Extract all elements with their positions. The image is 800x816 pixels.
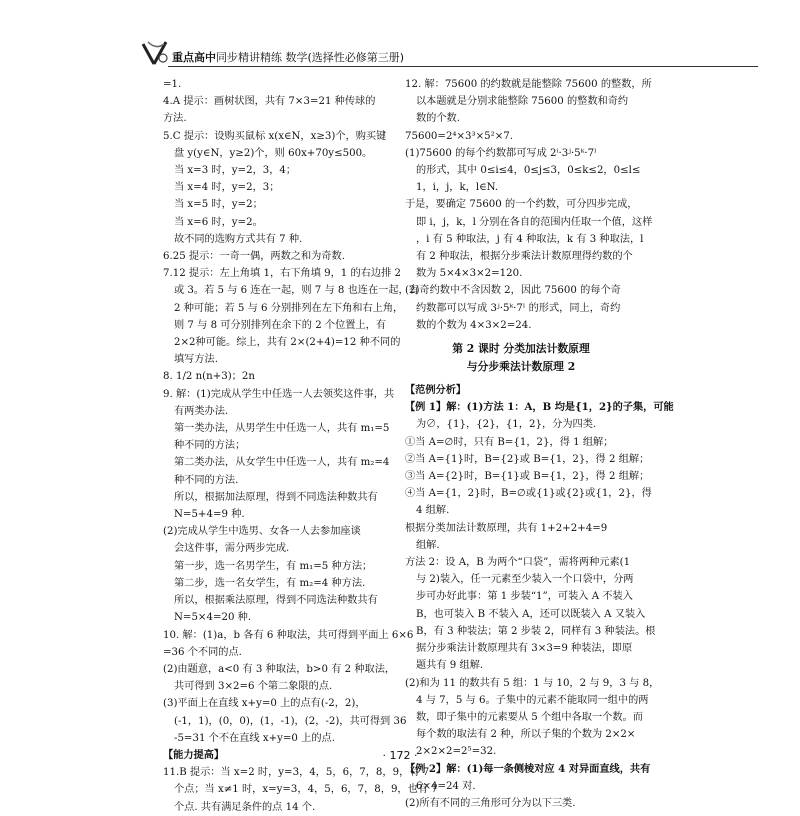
text-line: 所以，根据乘法原理，得到不同选法种数共有 — [174, 595, 378, 607]
text-line: 与 2)装入，任一元素至少装入一个口袋中，分两 — [416, 574, 634, 586]
text-line: 方法. — [163, 113, 187, 125]
text-line: 据分步乘法计数原理共有 3×3=9 种装法，即原 — [416, 643, 633, 655]
text-line: 当 x=4 时，y=2，3； — [174, 182, 280, 194]
text-line: 的形式，其中 0≤i≤4，0≤j≤3，0≤k≤2，0≤l≤ — [416, 165, 641, 177]
text-line: 组解. — [416, 539, 440, 551]
section-title-2: 与分步乘法计数原理 2 — [466, 360, 576, 374]
text-line: 2 种可能；若 5 与 6 分别排列在左下角和右上角， — [174, 302, 404, 314]
text-line: ④当 A={1，2}时，B=∅或{1}或{2}或{1，2}，得 — [405, 488, 652, 500]
page-header — [140, 38, 760, 78]
text-line: 75600=2⁴×3³×5²×7. — [405, 130, 513, 142]
text-line: 种不同的方法. — [174, 474, 239, 486]
text-line: 会这件事，需分两步完成. — [174, 543, 290, 555]
text-line: 12. 解：75600 的约数就是能整除 75600 的整数，所 — [405, 79, 652, 90]
text-line: 4 组解. — [416, 505, 450, 517]
text-line: 8. 1/2 n(n+3)；2n — [163, 371, 255, 383]
text-line: 以本题就是分别求能整除 75600 的整数和奇约 — [416, 96, 629, 108]
text-line: 则 7 与 8 可分别排列在余下的 2 个位置上，有 — [174, 319, 387, 331]
header-title-rest: 同步精讲精练 数学(选择性必修第三册) — [216, 51, 405, 64]
text-line: (-1，1)，(0，0)，(1，-1)，(2，-2)，共可得到 36 — [174, 715, 407, 727]
text-line: 有 2 种取法，根据分步乘法计数原理得约数的个 — [416, 251, 633, 263]
text-line: 7.12 提示：左上角填 1，右下角填 9，1 的右边排 2 — [163, 268, 401, 280]
text-line: 故不同的选购方式共有 7 种. — [174, 233, 303, 245]
text-line: 数的个数. — [416, 113, 460, 125]
text-line: ③当 A={2}时，B={1}或 B={1，2}，得 2 组解； — [405, 471, 650, 483]
text-line: 根据分类加法计数原理，共有 1+2+2+4=9 — [405, 522, 608, 534]
text-line: 填写方法. — [174, 354, 218, 366]
text-line: B，有 3 种装法；第 2 步装 2，同样有 3 种装法。根 — [416, 625, 656, 637]
text-line: 【范例分析】 — [405, 384, 467, 397]
text-line: 所以，根据加法原理，得到不同选法种数共有 — [174, 491, 378, 503]
text-line: 10. 解：(1)a，b 各有 6 种取法，共可得到平面上 6×6 — [163, 629, 414, 641]
text-line: 当 x=5 时，y=2； — [174, 199, 263, 211]
text-line: ①当 A=∅时，只有 B={1，2}，得 1 组解； — [405, 436, 614, 448]
text-line: 当 x=6 时，y=2。 — [174, 216, 263, 228]
text-line: 个点. 共有满足条件的点 14 个. — [174, 801, 316, 813]
text-line: ②当 A={1}时，B={2}或 B={1，2}，得 2 组解； — [405, 453, 650, 465]
text-line: 于是，要确定 75600 的一个约数，可分四步完成， — [405, 199, 638, 211]
text-line: 共可得到 3×2=6 个第二象限的点. — [174, 681, 333, 693]
text-line: =36 个不同的点. — [163, 646, 242, 658]
text-line: (2)和为 11 的数共有 5 组：1 与 10，2 与 9，3 与 8， — [405, 677, 660, 689]
text-line: (2)所有不同的三角形可分为以下三类. — [405, 797, 576, 809]
text-line: 步可办好此事：第 1 步装“1”，可装入 A 不装入 — [416, 591, 633, 603]
text-line: N=5×4=20 种. — [174, 612, 252, 624]
text-line: (2)由题意，a<0 有 3 种取法，b>0 有 2 种取法， — [163, 663, 396, 675]
text-line: (2)奇约数中不含因数 2，因此 75600 的每个奇 — [405, 285, 621, 297]
text-line: 或 3。若 5 与 6 连在一起，则 7 与 8 也连在一起，有 — [174, 285, 419, 297]
text-line: 种不同的方法； — [174, 440, 246, 452]
text-line: 数为 5×4×3×2=120. — [416, 268, 523, 280]
text-line: 2×2种可能。综上，共有 2×(2+4)=12 种不同的 — [174, 337, 401, 349]
text-line: 5.C 提示：设购买鼠标 x(x∈N，x≥3)个，购买键 — [163, 130, 387, 142]
text-line: 4 与 7，5 与 6。子集中的元素不能取同一组中的两 — [416, 694, 649, 706]
text-line: 当 x=3 时，y=2，3，4； — [174, 165, 297, 177]
text-line: 4.A 提示：画树状图，共有 7×3=21 种传球的 — [163, 96, 376, 108]
book-logo-icon — [140, 38, 170, 68]
header-title-bold: 重点高中 — [172, 51, 216, 64]
text-line: -5=31 个不在直线 x+y=0 上的点. — [174, 732, 335, 744]
problem-12-block — [405, 76, 653, 334]
text-line: 第一步，选一名男学生，有 m₁=5 种方法； — [174, 560, 373, 572]
text-line: 为∅，{1}，{2}，{1，2}，分为四类. — [416, 419, 597, 431]
text-line: 约数都可以写成 3ʲ·5ᵏ·7ˡ 的形式，同上，奇约 — [416, 302, 621, 314]
page-number: · 172 · — [382, 749, 418, 762]
text-line: 【能力提高】 — [163, 748, 225, 761]
text-line: 数，即子集中的元素要从 5 个组中各取一个数。而 — [416, 711, 643, 723]
text-line: 每个数的取法有 2 种，所以子集的个数为 2×2× — [416, 729, 636, 741]
header-title — [172, 49, 404, 65]
example-analysis-block — [405, 382, 674, 812]
text-line: 6.25 提示：一奇一偶，两数之和为奇数. — [163, 251, 345, 263]
text-line: 盘 y(y∈N，y≥2)个，则 60x+70y≤500。 — [174, 147, 373, 159]
text-line: 【例 2】解：(1)每一条侧棱对应 4 对异面直线，共有 — [405, 762, 651, 775]
text-line: B，也可装入 B 不装入 A，还可以既装入 A 又装入 — [416, 608, 646, 620]
text-line: 6×4=24 对. — [416, 780, 476, 792]
right-column — [405, 76, 674, 812]
text-line: 即 i，j，k，l 分别在各自的范围内任取一个值，这样 — [416, 216, 653, 228]
text-line: 第一类办法，从男学生中任选一人，共有 m₁=5 — [174, 423, 390, 435]
text-line: 9. 解：(1)完成从学生中任选一人去领奖这件事，共 — [163, 388, 395, 400]
text-line: (1)75600 的每个约数都可写成 2ⁱ·3ʲ·5ᵏ·7ˡ — [405, 147, 597, 159]
text-line: 方法 2：设 A，B 为两个“口袋”，需将两种元素(1 — [405, 557, 631, 569]
text-line: 【例 1】解：(1)方法 1：A，B 均是{1，2}的子集，可能 — [405, 401, 674, 414]
text-line: 1，i，j，k，l∈N. — [416, 182, 499, 194]
text-line: 11.B 提示：当 x=2 时，y=3，4，5，6，7，8，9，有 7 — [163, 767, 430, 779]
text-line: =1. — [163, 79, 182, 90]
text-line: 第二类办法，从女学生中任选一人，共有 m₂=4 — [174, 457, 390, 469]
text-line: ，i 有 5 种取法，j 有 4 种取法，k 有 3 种取法，l — [416, 233, 644, 245]
header-rule — [168, 66, 758, 67]
text-line: 第二步，选一名女学生，有 m₂=4 种方法. — [174, 577, 366, 589]
text-line: 2×2×2=2⁵=32. — [416, 746, 497, 758]
text-line: 有两类办法. — [174, 405, 229, 417]
text-line: N=5+4=9 种. — [174, 509, 245, 521]
text-line: 个点；当 x≠1 时，x=y=3，4，5，6，7，8，9，也有 7 — [174, 784, 438, 796]
text-line: 题共有 9 组解. — [416, 660, 484, 672]
text-line: (3)平面上在直线 x+y=0 上的点有(-2，2)， — [163, 698, 366, 710]
text-line: (2)完成从学生中选男、女各一人去参加座谈 — [163, 526, 361, 538]
section-title-1: 第 2 课时 分类加法计数原理 — [452, 342, 590, 356]
text-line: 数的个数为 4×3×2=24. — [416, 319, 532, 331]
